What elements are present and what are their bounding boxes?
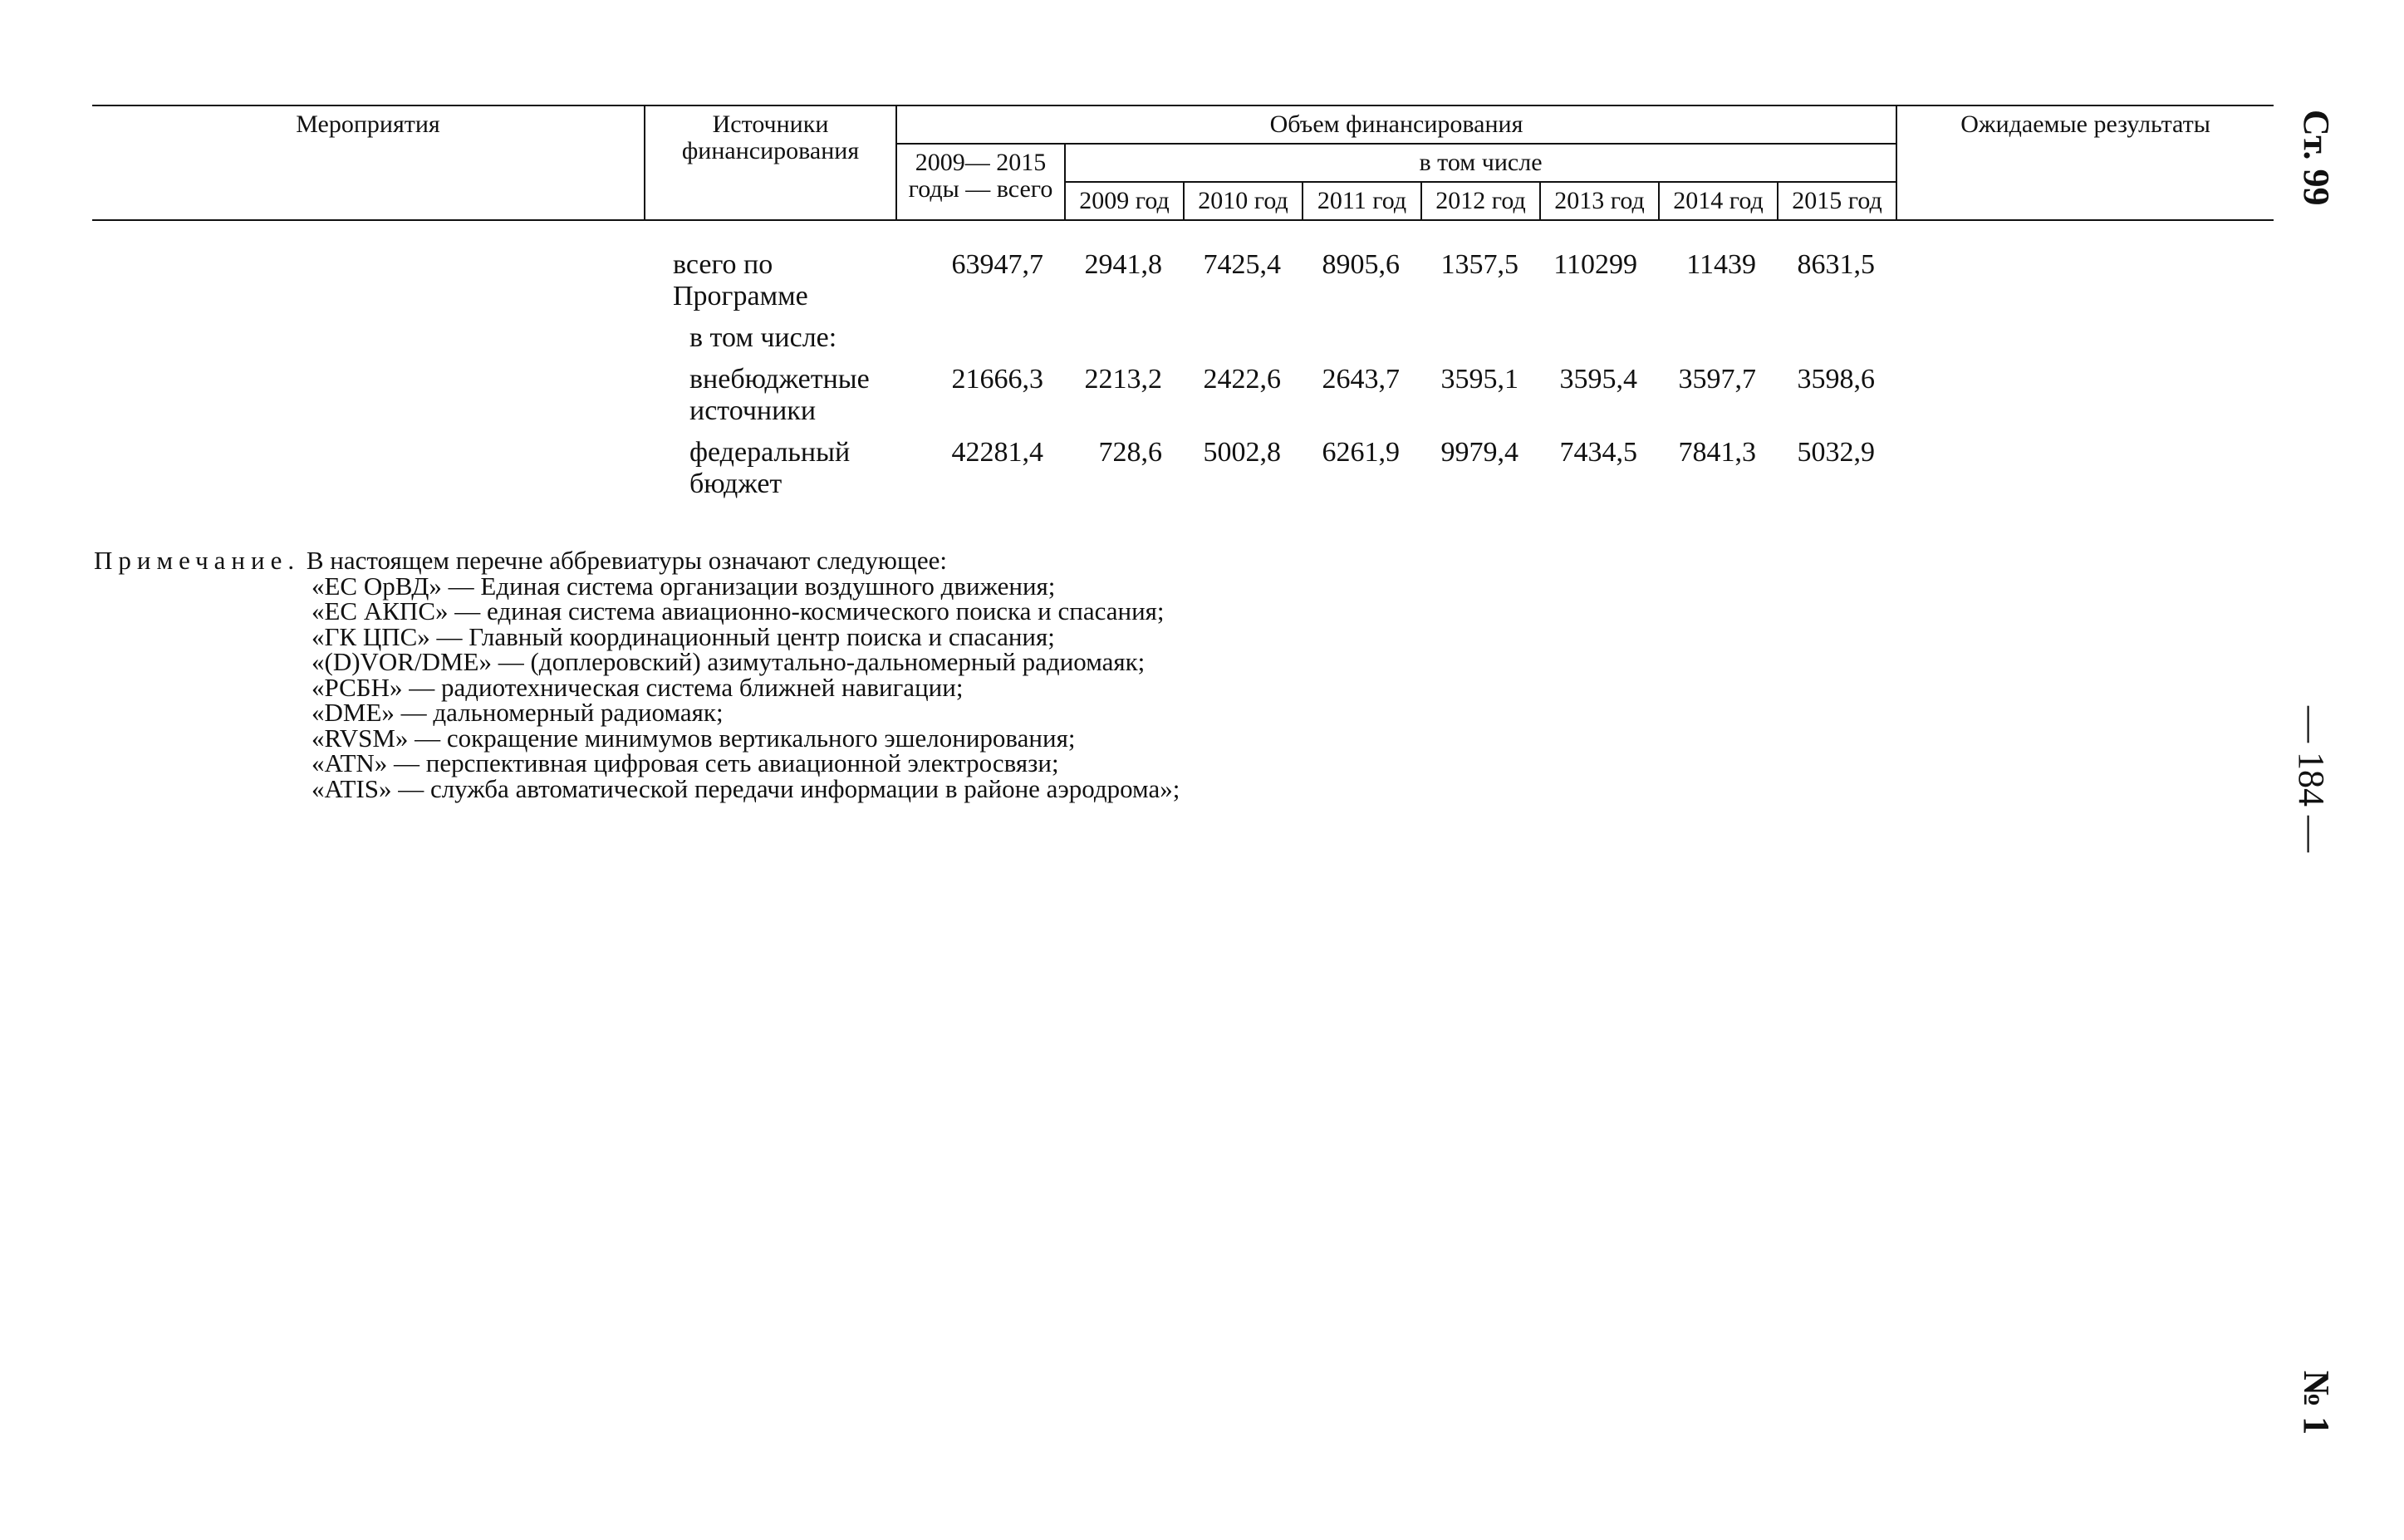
cell-empty: [92, 220, 645, 312]
abbreviation-item: «ЕС АКПС» — единая система авиационно-космического поиска и спасания;: [312, 596, 1165, 625]
header-year: 2014 год: [1659, 182, 1778, 220]
header-volume: Объем финансирования: [896, 105, 1896, 144]
cell-value: 63947,7: [951, 249, 1043, 280]
cell-value: 8631,5: [1797, 249, 1876, 280]
note-intro: В настоящем перечне аббревиатуры означают следующее:: [300, 546, 947, 575]
cell-value: 9979,4: [1440, 437, 1518, 468]
cell-empty: [1896, 220, 2274, 312]
abbreviation-list: [312, 571, 1180, 803]
header-year: 2015 год: [1778, 182, 1896, 220]
page-number: — 184 —: [2291, 706, 2332, 852]
header-measures: Мероприятия: [92, 105, 645, 220]
cell-empty: [896, 312, 2274, 354]
cell-value: 21666,3: [951, 364, 1043, 395]
abbreviation-item: «RVSM» — сокращение минимумов вертикального эшелонирования;: [312, 723, 1076, 753]
header-year: 2013 год: [1540, 182, 1659, 220]
header-year: 2011 год: [1303, 182, 1421, 220]
cell-value: 3595,4: [1559, 364, 1637, 395]
row-label-offbudget: внебюджетные источники: [689, 364, 870, 426]
note-block: [94, 548, 1180, 802]
row-label-including: в том числе:: [689, 322, 837, 353]
note-prefix: Примечание.: [94, 546, 301, 575]
cell-value: 7425,4: [1203, 249, 1281, 280]
header-sources: Источники финансирования: [645, 105, 896, 220]
cell-value: 2422,6: [1203, 364, 1281, 395]
abbreviation-item: «ГК ЦПС» — Главный координационный центр поиска и спасания;: [312, 621, 1055, 651]
abbreviation-item: «РСБН» — радиотехническая система ближней навигации;: [312, 672, 964, 702]
header-including: в том числе: [1065, 144, 1896, 182]
cell-value: 42281,4: [951, 437, 1043, 468]
row-label-federal: федеральный бюджет: [689, 437, 851, 499]
cell-empty: [92, 354, 645, 427]
cell-value: 3598,6: [1797, 364, 1876, 395]
header-total-period: 2009— 2015 годы — всего: [896, 144, 1065, 220]
cell-empty: [1896, 354, 2274, 427]
issue-number: № 1: [2296, 1371, 2337, 1435]
cell-value: 110299: [1553, 249, 1637, 280]
table-header: [92, 105, 2274, 220]
cell-value: 11439: [1686, 249, 1756, 280]
cell-value: 1357,5: [1440, 249, 1518, 280]
cell-value: 3595,1: [1440, 364, 1518, 395]
cell-value: 6261,9: [1322, 437, 1400, 468]
abbreviation-item: «(D)VOR/DME» — (доплеровский) азимутально-дальномерный радиомаяк;: [312, 647, 1146, 676]
abbreviation-item: «DME» — дальномерный радиомаяк;: [312, 698, 724, 727]
header-results: Ожидаемые результаты: [1896, 105, 2274, 220]
table-body: [92, 220, 2274, 500]
row-label-total: всего по Программе: [673, 249, 808, 311]
table-row-offbudget: [92, 354, 2274, 427]
article-number: Ст. 99: [2296, 110, 2337, 206]
table-row-including: [92, 312, 2274, 354]
table-row-federal: [92, 427, 2274, 500]
table-row-total: [92, 220, 2274, 312]
cell-value: 2643,7: [1322, 364, 1400, 395]
cell-empty: [92, 427, 645, 500]
abbreviation-item: «ЕС ОрВД» — Единая система организации воздушного движения;: [312, 571, 1056, 601]
cell-value: 7841,3: [1678, 437, 1756, 468]
abbreviation-item: «ATIS» — служба автоматической передачи информации в районе аэродрома»;: [312, 773, 1180, 803]
cell-value: 8905,6: [1322, 249, 1400, 280]
note-heading: [94, 548, 1180, 574]
cell-empty: [92, 312, 645, 354]
cell-value: 728,6: [1098, 437, 1162, 468]
header-year: 2009 год: [1065, 182, 1184, 220]
cell-value: 5002,8: [1203, 437, 1281, 468]
header-year: 2012 год: [1421, 182, 1540, 220]
cell-value: 2941,8: [1084, 249, 1162, 280]
header-year: 2010 год: [1184, 182, 1303, 220]
cell-value: 2213,2: [1084, 364, 1162, 395]
cell-empty: [1896, 427, 2274, 500]
cell-value: 3597,7: [1678, 364, 1756, 395]
abbreviation-item: «ATN» — перспективная цифровая сеть авиационной электросвязи;: [312, 748, 1059, 777]
financing-table: [92, 105, 2274, 500]
cell-value: 7434,5: [1559, 437, 1637, 468]
cell-value: 5032,9: [1797, 437, 1876, 468]
